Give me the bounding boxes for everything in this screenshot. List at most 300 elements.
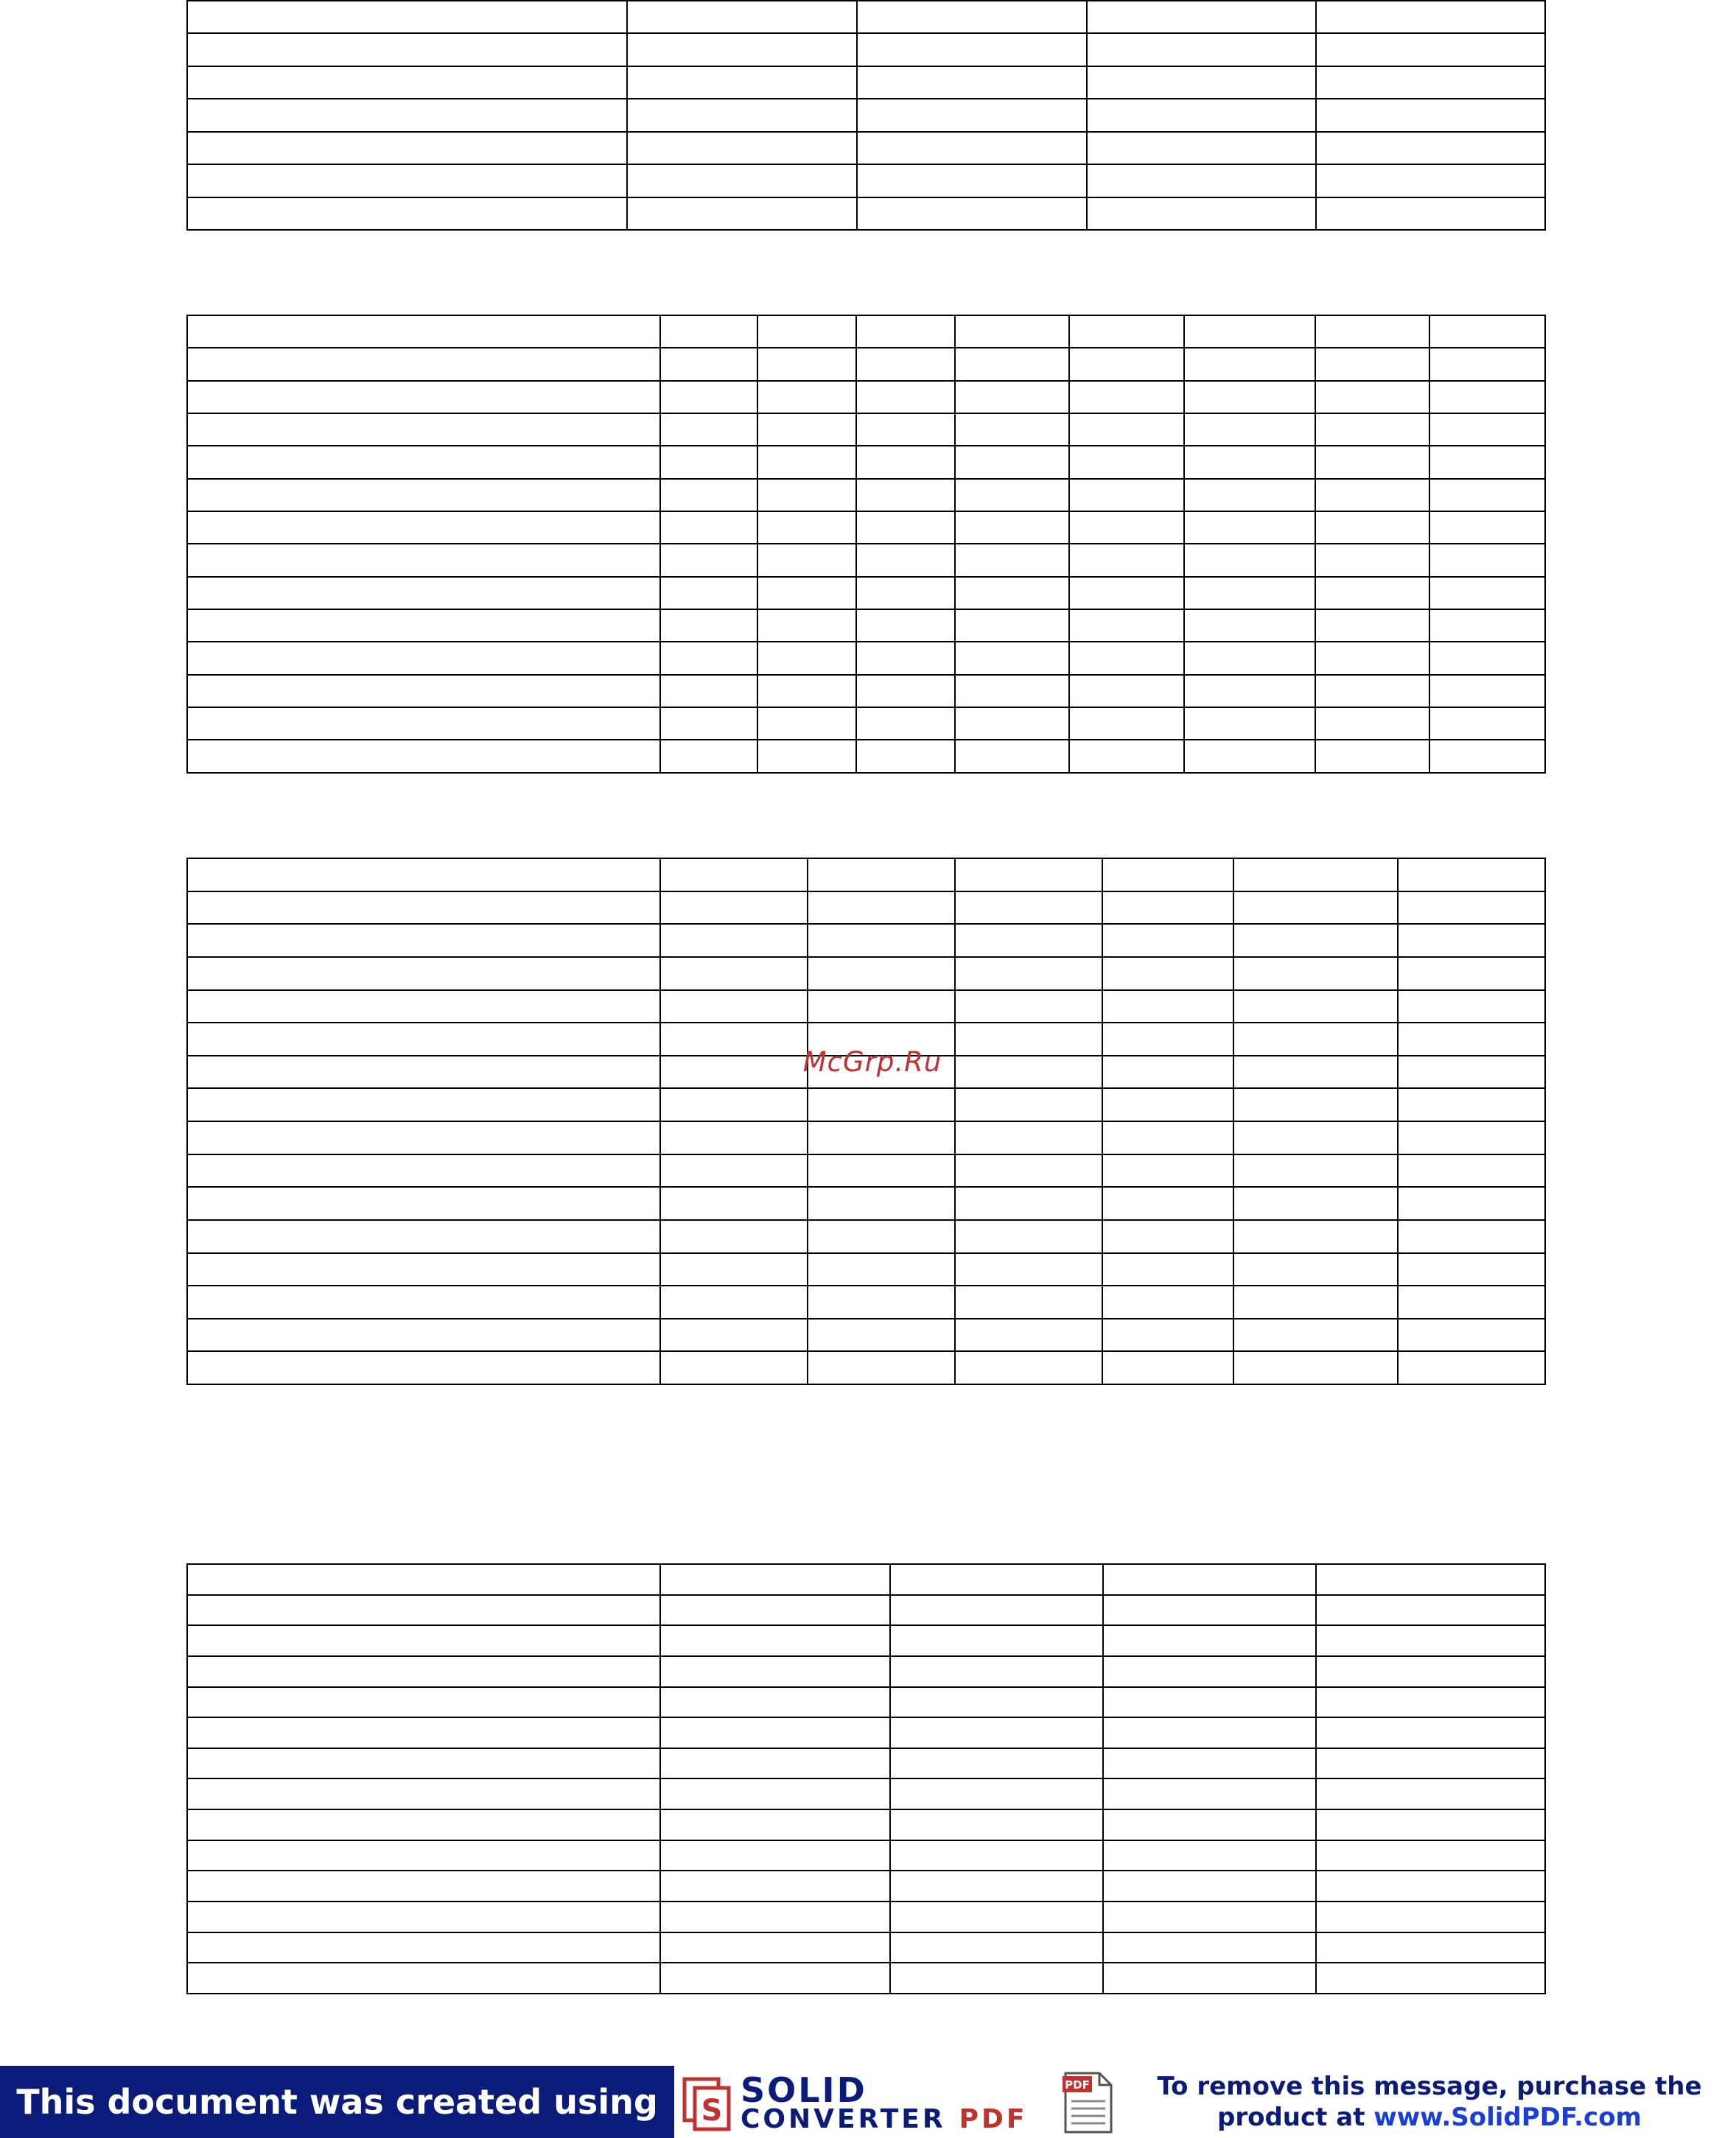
table-cell [1233,858,1398,891]
table-cell [187,1840,660,1871]
table-cell [1069,642,1184,674]
table-cell [187,990,660,1023]
banner-purchase-line2 [1127,2102,1732,2133]
table-row [187,164,1545,197]
table-cell [890,1656,1103,1687]
table-cell [856,381,955,413]
table-cell [627,1,857,33]
table-cell [1102,1351,1233,1384]
table-cell [187,609,660,642]
logo-converter-line [741,2104,1027,2134]
table-row [187,315,1545,348]
table-cell [1316,1871,1545,1902]
table-cell [1069,577,1184,609]
table-cell [1184,446,1315,478]
table-cell [187,1748,660,1779]
table-row [187,1840,1545,1871]
table-cell [955,642,1069,674]
table-cell [187,642,660,674]
table-cell [660,1840,890,1871]
table-cell [890,1840,1103,1871]
banner-purchase-line1: To remove this message, purchase the [1157,2072,1702,2101]
table-cell [627,164,857,197]
table-cell [660,381,757,413]
table-cell [1103,1840,1316,1871]
table-cell [955,446,1069,478]
table-cell [187,381,660,413]
table-cell [1102,1286,1233,1319]
table-cell [955,609,1069,642]
table-cell [660,1564,890,1595]
table-cell [757,675,856,707]
table-cell [187,1187,660,1220]
table-cell [856,446,955,478]
table-cell [1315,740,1429,773]
table-cell [660,957,808,990]
table-cell [1316,33,1545,66]
table-cell [1233,1154,1398,1188]
table-cell [187,1687,660,1718]
table-cell [1316,1840,1545,1871]
table-cell [955,479,1069,511]
table-2-body [187,315,1545,773]
table-cell [955,924,1102,957]
table-cell [1102,891,1233,925]
table-cell [1184,577,1315,609]
table-cell [660,1088,808,1121]
table-row [187,1717,1545,1748]
table-cell [890,1809,1103,1840]
table-cell [955,381,1069,413]
table-cell [1429,577,1545,609]
table-cell [955,740,1069,773]
table-cell [856,675,955,707]
table-cell [1087,132,1316,164]
table-row [187,577,1545,609]
table-cell [808,990,955,1023]
table-cell [1102,1187,1233,1220]
table-cell [627,132,857,164]
table-cell [660,577,757,609]
table-cell [890,1963,1103,1994]
table-cell [808,1319,955,1352]
table-row [187,1625,1545,1656]
table-row [187,1,1545,33]
banner-purchase-prefix: product at [1217,2103,1374,2132]
table-cell [1429,740,1545,773]
table-cell [1398,1220,1545,1253]
table-cell [955,858,1102,891]
table-cell [856,479,955,511]
table-cell [1398,1253,1545,1286]
table-cell [660,1023,808,1056]
table-cell [1398,1088,1545,1121]
table-row [187,511,1545,544]
table-cell [1316,132,1545,164]
table-cell [1184,740,1315,773]
table-cell [757,479,856,511]
logo-solid-text: SOLID [741,2070,867,2110]
table-cell [660,1351,808,1384]
table-cell [1316,1625,1545,1656]
table-cell [187,1871,660,1902]
table-cell [955,891,1102,925]
table-cell [660,446,757,478]
table-cell [187,675,660,707]
table-cell [955,1088,1102,1121]
table-cell [856,740,955,773]
table-cell [955,348,1069,380]
table-cell [1102,924,1233,957]
table-cell [1087,164,1316,197]
table-cell [1316,1564,1545,1595]
table-cell [1184,315,1315,348]
table-cell [808,924,955,957]
table-cell [808,1253,955,1286]
table-row [187,1319,1545,1352]
table-cell [955,1253,1102,1286]
table-row [187,1253,1545,1286]
table-cell [660,891,808,925]
table-cell [1316,1717,1545,1748]
table-cell [187,1932,660,1963]
table-cell [955,315,1069,348]
table-cell [660,348,757,380]
table-cell [1315,642,1429,674]
table-cell [1102,1088,1233,1121]
table-row [187,1088,1545,1121]
table-cell [1398,924,1545,957]
table-cell [890,1595,1103,1626]
table-cell [1069,675,1184,707]
table-cell [856,544,955,576]
table-row [187,479,1545,511]
table-cell [187,33,627,66]
table-row [187,1778,1545,1809]
table-cell [1316,1902,1545,1932]
table-cell [1429,315,1545,348]
table-cell [187,1,627,33]
table-cell [1103,1625,1316,1656]
table-cell [660,1121,808,1154]
table-cell [1233,957,1398,990]
table-cell [1233,1023,1398,1056]
table-cell [187,1625,660,1656]
banner-created-using-text: This document was created using [0,2066,674,2138]
table-cell [1103,1902,1316,1932]
table-cell [1102,1154,1233,1188]
table-cell [890,1748,1103,1779]
table-cell [857,197,1087,230]
table-cell [1184,511,1315,544]
table-cell [187,1656,660,1687]
table-cell [187,1778,660,1809]
table-cell [1398,1351,1545,1384]
table-cell [660,1253,808,1286]
table-cell [187,1121,660,1154]
table-cell [955,1187,1102,1220]
table-cell [1102,1220,1233,1253]
table-cell [660,1056,808,1089]
table-cell [1398,957,1545,990]
table-row [187,381,1545,413]
table-row [187,1902,1545,1932]
table-cell [660,858,808,891]
table-cell [808,1187,955,1220]
table-cell [1233,990,1398,1023]
table-cell [187,1809,660,1840]
table-cell [660,1319,808,1352]
table-cell [1316,1687,1545,1718]
table-cell [757,348,856,380]
table-cell [1087,99,1316,131]
table-cell [955,707,1069,740]
table-cell [1184,413,1315,446]
table-cell [660,544,757,576]
table-cell [1398,1056,1545,1089]
table-cell [1429,511,1545,544]
table-cell [1069,413,1184,446]
table-cell [187,1564,660,1595]
pdf-document-icon [1061,2069,1116,2135]
table-cell [1102,957,1233,990]
table-1 [186,0,1546,231]
table-row [187,675,1545,707]
table-row [187,132,1545,164]
solid-converter-logo[interactable] [682,2069,1124,2135]
table-cell [1429,544,1545,576]
table-cell [955,1286,1102,1319]
table-cell [1315,348,1429,380]
table-cell [856,609,955,642]
table-cell [660,1220,808,1253]
table-row [187,1932,1545,1963]
table-cell [1316,1963,1545,1994]
table-cell [187,924,660,957]
table-cell [1103,1963,1316,1994]
table-cell [890,1687,1103,1718]
table-cell [1315,609,1429,642]
table-cell [1184,707,1315,740]
table-cell [856,707,955,740]
table-cell [1398,858,1545,891]
table-cell [857,132,1087,164]
table-row [187,197,1545,230]
table-cell [1069,348,1184,380]
table-row [187,33,1545,66]
table-cell [187,132,627,164]
table-cell [187,707,660,740]
table-cell [1087,1,1316,33]
table-cell [808,957,955,990]
table-cell [808,1154,955,1188]
table-cell [1398,891,1545,925]
table-cell [757,446,856,478]
table-cell [187,577,660,609]
table-cell [1316,1595,1545,1626]
table-cell [955,1319,1102,1352]
table-cell [187,479,660,511]
table-cell [187,348,660,380]
table-cell [757,511,856,544]
table-cell [1069,609,1184,642]
table-row [187,740,1545,773]
table-cell [660,707,757,740]
table-cell [1233,1351,1398,1384]
table-cell [187,164,627,197]
table-row [187,1286,1545,1319]
table-cell [660,1871,890,1902]
table-cell [857,99,1087,131]
table-cell [1315,577,1429,609]
table-cell [1429,609,1545,642]
table-cell [187,858,660,891]
table-cell [660,990,808,1023]
table-row [187,924,1545,957]
table-cell [1316,1932,1545,1963]
table-cell [808,1121,955,1154]
table-cell [757,381,856,413]
table-cell [1103,1778,1316,1809]
table-cell [187,1154,660,1188]
table-row [187,642,1545,674]
table-cell [757,315,856,348]
table-cell [187,544,660,576]
table-cell [660,511,757,544]
table-cell [955,511,1069,544]
table-cell [660,924,808,957]
table-cell [660,479,757,511]
table-cell [890,1717,1103,1748]
table-cell [660,1932,890,1963]
table-row [187,66,1545,99]
table-cell [1102,1121,1233,1154]
table-cell [1069,740,1184,773]
table-cell [1103,1932,1316,1963]
table-cell [1398,1023,1545,1056]
table-cell [1184,675,1315,707]
table-cell [1429,479,1545,511]
table-4-body [187,1564,1545,1994]
table-cell [1398,1121,1545,1154]
table-cell [1233,891,1398,925]
table-cell [187,99,627,131]
solidpdf-link[interactable]: www.SolidPDF.com [1373,2103,1642,2132]
table-cell [808,1088,955,1121]
table-cell [187,1023,660,1056]
table-cell [890,1932,1103,1963]
table-row [187,1121,1545,1154]
table-cell [1398,1319,1545,1352]
table-cell [627,33,857,66]
table-cell [1069,381,1184,413]
table-cell [660,1625,890,1656]
table-cell [857,66,1087,99]
logo-converter-text: CONVERTER [741,2104,946,2134]
table-cell [856,348,955,380]
table-cell [890,1778,1103,1809]
table-cell [890,1902,1103,1932]
table-row [187,1687,1545,1718]
table-cell [187,197,627,230]
table-cell [857,33,1087,66]
table-cell [757,707,856,740]
table-cell [187,957,660,990]
table-cell [1398,1187,1545,1220]
table-cell [1103,1809,1316,1840]
table-cell [1233,1187,1398,1220]
table-cell [1316,164,1545,197]
solid-logo-icon [682,2076,733,2132]
table-cell [1316,1809,1545,1840]
table-cell [1184,348,1315,380]
table-cell [660,1963,890,1994]
table-cell [1315,381,1429,413]
svg-text:PDF: PDF [1065,2078,1090,2092]
table-row [187,348,1545,380]
logo-pdf-text: PDF [959,2104,1028,2134]
table-cell [1315,511,1429,544]
table-cell [1087,33,1316,66]
table-cell [1429,707,1545,740]
table-cell [1316,1778,1545,1809]
table-cell [660,642,757,674]
table-cell [1315,315,1429,348]
table-cell [660,1748,890,1779]
table-cell [856,413,955,446]
table-cell [1102,1253,1233,1286]
svg-text:S: S [701,2094,723,2128]
table-cell [1087,66,1316,99]
table-cell [660,1286,808,1319]
table-cell [955,1056,1102,1089]
table-cell [955,1023,1102,1056]
table-cell [1069,544,1184,576]
table-cell [660,1187,808,1220]
table-cell [1103,1595,1316,1626]
table-cell [1315,413,1429,446]
table-cell [757,413,856,446]
table-cell [1184,609,1315,642]
table-cell [1102,1056,1233,1089]
table-row [187,707,1545,740]
table-row [187,99,1545,131]
banner-purchase-message [1127,2066,1732,2138]
table-cell [1102,858,1233,891]
table-cell [1102,1319,1233,1352]
table-cell [1429,413,1545,446]
table-cell [955,990,1102,1023]
table-cell [1429,642,1545,674]
table-cell [187,1319,660,1352]
table-4 [186,1563,1546,1994]
table-cell [660,1154,808,1188]
table-cell [660,1595,890,1626]
table-cell [187,511,660,544]
table-cell [955,413,1069,446]
table-cell [660,740,757,773]
table-cell [627,99,857,131]
table-cell [890,1625,1103,1656]
table-cell [1316,1,1545,33]
table-cell [660,1687,890,1718]
table-cell [1069,511,1184,544]
solid-converter-banner [0,2066,1736,2138]
table-1-body [187,1,1545,230]
table-row [187,1351,1545,1384]
table-row [187,1154,1545,1188]
table-cell [1429,348,1545,380]
